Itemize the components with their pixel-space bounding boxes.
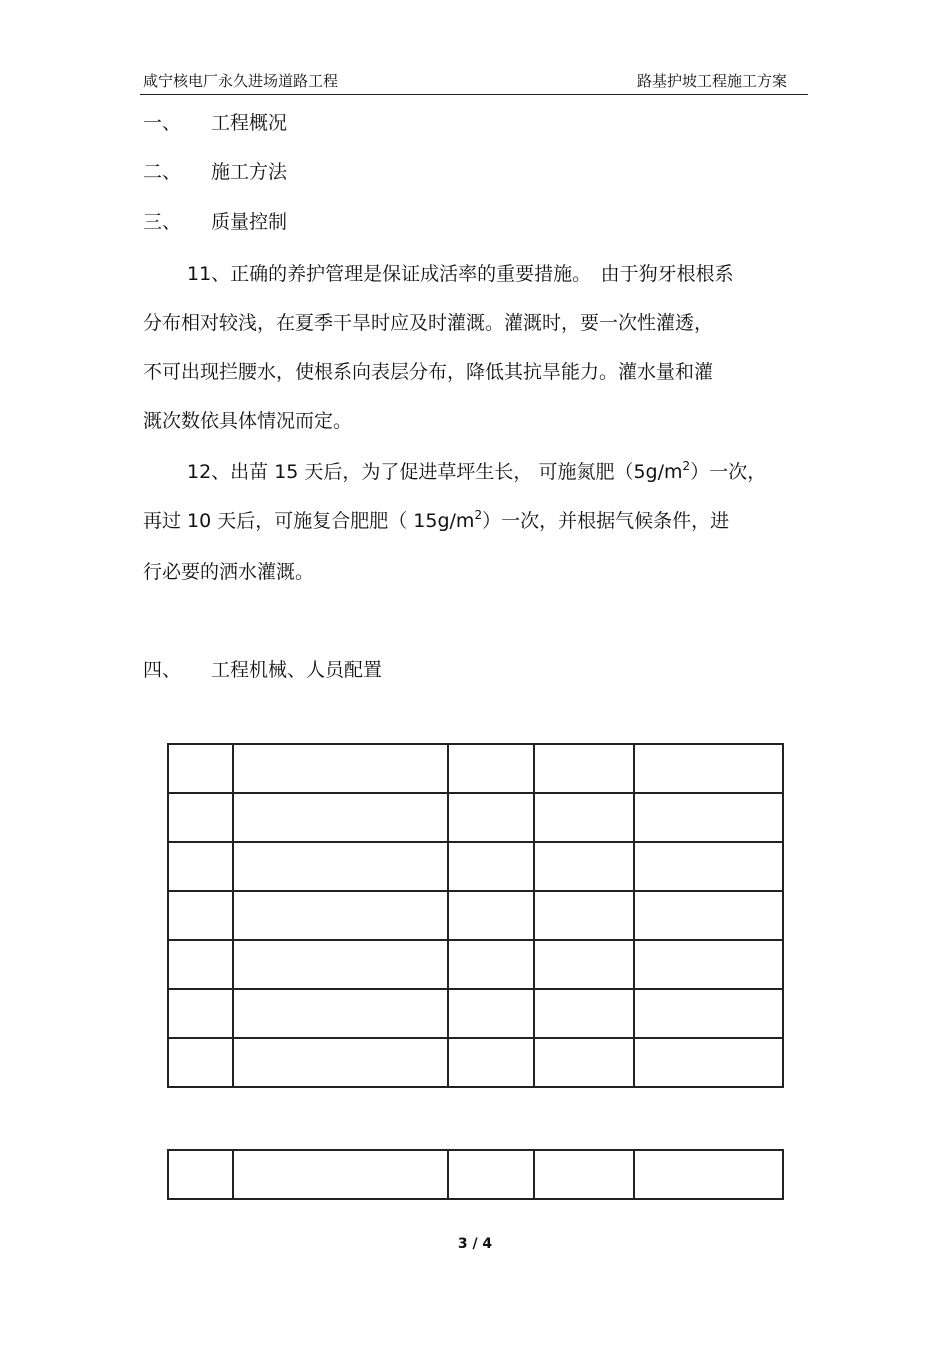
- table-cell: [168, 744, 233, 793]
- table-cell: [534, 891, 634, 940]
- para12-line2: [143, 506, 729, 533]
- table-cell: [448, 793, 534, 842]
- table-cell: [534, 842, 634, 891]
- table-row: [168, 1150, 783, 1199]
- para12-line3: 行必要的洒水灌溉。: [143, 561, 315, 583]
- personnel-table: [167, 1149, 784, 1200]
- table-cell: [534, 793, 634, 842]
- table-cell: [233, 744, 448, 793]
- para12-text: 再过 10 天后，可施复合肥肥（ 15g/m: [143, 510, 475, 532]
- table-cell: [634, 744, 783, 793]
- table-cell: [448, 744, 534, 793]
- section-heading-3: [143, 207, 287, 234]
- table-cell: [534, 940, 634, 989]
- page-number: 3 / 4: [457, 1236, 493, 1252]
- table-cell: [448, 1038, 534, 1087]
- header-rule: [140, 94, 808, 95]
- table-cell: [168, 1150, 233, 1199]
- para11-line1: 11、正确的养护管理是保证成活率的重要措施。 由于狗牙根根系: [187, 263, 734, 285]
- header-project-title: 咸宁核电厂永久进场道路工程: [143, 72, 339, 90]
- table-cell: [534, 744, 634, 793]
- section-title: 工程概况: [211, 112, 288, 134]
- section-title: 施工方法: [211, 161, 288, 183]
- section-number: 四、: [143, 659, 182, 681]
- table-row: [168, 744, 783, 793]
- table-cell: [233, 1150, 448, 1199]
- table-cell: [634, 1150, 783, 1199]
- table-row: [168, 940, 783, 989]
- table-row: [168, 989, 783, 1038]
- section-title: 工程机械、人员配置: [211, 659, 383, 681]
- table-cell: [233, 891, 448, 940]
- table-cell: [233, 940, 448, 989]
- superscript: 2: [474, 508, 483, 522]
- table-row: [168, 891, 783, 940]
- section-number: 二、: [143, 161, 182, 183]
- table-cell: [233, 989, 448, 1038]
- para11-line2: 分布相对较浅，在夏季干旱时应及时灌溉。灌溉时，要一次性灌透，: [143, 312, 714, 334]
- table-cell: [448, 989, 534, 1038]
- table-cell: [534, 989, 634, 1038]
- equipment-table-body: [168, 744, 783, 1087]
- section-number: 一、: [143, 112, 182, 134]
- para12-text: ）一次，并根据气候条件，进: [482, 510, 730, 532]
- table-cell: [233, 842, 448, 891]
- para12-text: ）一次，: [690, 461, 767, 483]
- table-cell: [634, 1038, 783, 1087]
- table-cell: [168, 793, 233, 842]
- table-cell: [634, 940, 783, 989]
- section-heading-4: [143, 655, 382, 682]
- table-row: [168, 842, 783, 891]
- section-heading-1: [143, 108, 287, 135]
- section-title: 质量控制: [211, 211, 288, 233]
- table-cell: [168, 940, 233, 989]
- table-cell: [168, 891, 233, 940]
- table-cell: [168, 842, 233, 891]
- equipment-table: [167, 743, 784, 1088]
- table-cell: [233, 1038, 448, 1087]
- table-cell: [448, 891, 534, 940]
- section-heading-2: [143, 157, 287, 184]
- para11-line3: 不可出现拦腰水，使根系向表层分布，降低其抗旱能力。灌水量和灌: [143, 361, 714, 383]
- superscript: 2: [682, 459, 691, 473]
- table-cell: [168, 989, 233, 1038]
- table-cell: [634, 989, 783, 1038]
- table-row: [168, 793, 783, 842]
- table-row: [168, 1038, 783, 1087]
- table-cell: [448, 940, 534, 989]
- section-number: 三、: [143, 211, 182, 233]
- table-cell: [448, 1150, 534, 1199]
- personnel-table-body: [168, 1150, 783, 1199]
- para12-line1: [187, 457, 766, 484]
- table-cell: [534, 1150, 634, 1199]
- table-cell: [634, 891, 783, 940]
- header-document-title: 路基护坡工程施工方案: [636, 72, 787, 90]
- table-cell: [233, 793, 448, 842]
- table-cell: [534, 1038, 634, 1087]
- table-cell: [168, 1038, 233, 1087]
- table-cell: [634, 793, 783, 842]
- table-cell: [448, 842, 534, 891]
- para12-text: 12、出苗 15 天后，为了促进草坪生长， 可施氮肥（5g/m: [187, 461, 683, 483]
- para11-line4: 溉次数依具体情况而定。: [143, 410, 353, 432]
- table-cell: [634, 842, 783, 891]
